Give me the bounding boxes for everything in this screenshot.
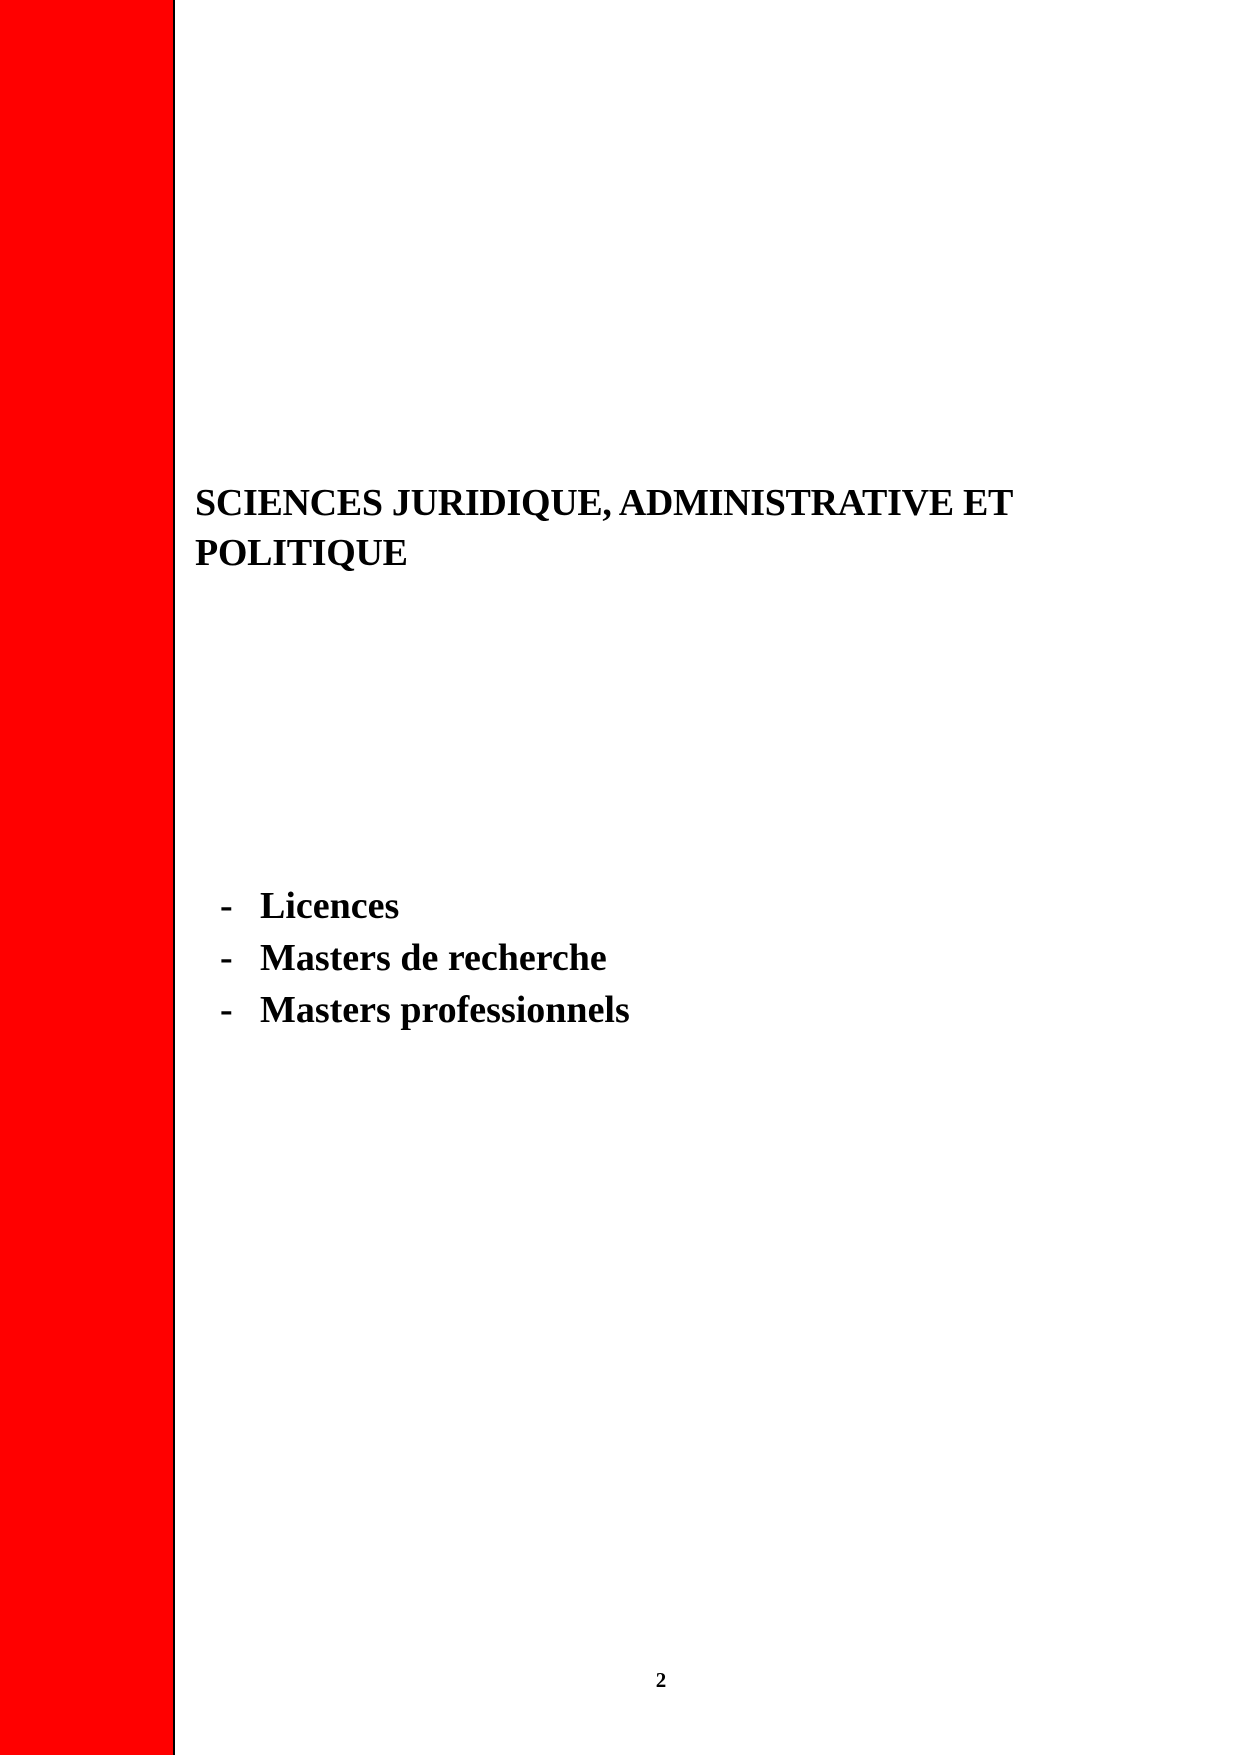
program-label-masters-recherche: Masters de recherche (260, 937, 607, 979)
page-title-line-1: SCIENCES JURIDIQUE, ADMINISTRATIVE ET (195, 482, 1014, 524)
band-edge-line (173, 0, 175, 1755)
program-label-masters-professionnels: Masters professionnels (260, 989, 630, 1031)
page-number: 2 (655, 1668, 667, 1692)
red-side-band (0, 0, 173, 1755)
list-item (220, 932, 630, 984)
program-list (220, 880, 630, 1036)
bullet-dash: - (220, 989, 233, 1031)
bullet-dash: - (220, 937, 233, 979)
bullet-dash: - (220, 885, 233, 927)
list-item (220, 984, 630, 1036)
page-title (195, 478, 1195, 578)
list-item (220, 880, 630, 932)
program-label-licences: Licences (260, 885, 400, 927)
page-title-line-2: POLITIQUE (195, 532, 408, 574)
